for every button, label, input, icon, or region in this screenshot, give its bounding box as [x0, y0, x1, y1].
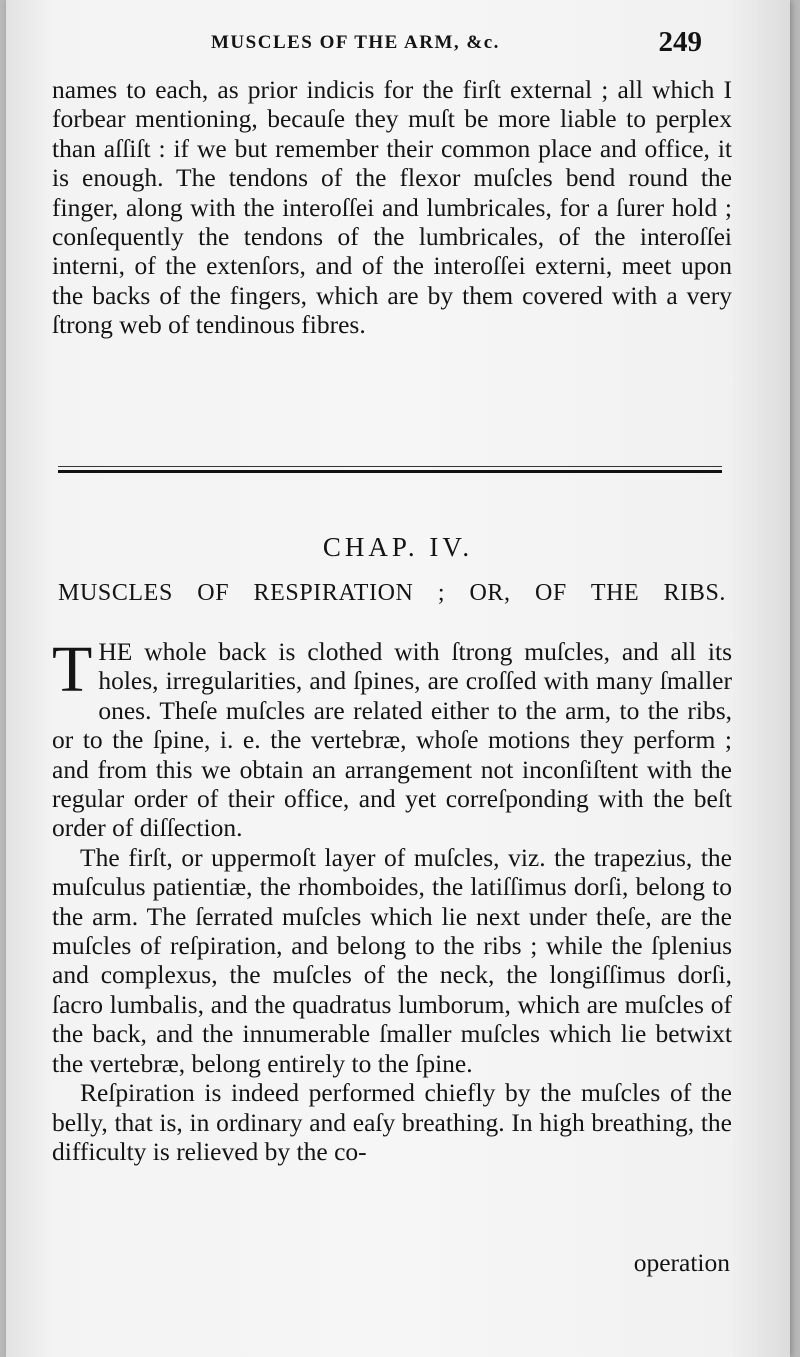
running-head-title: MUSCLES OF THE ARM, &c. — [211, 32, 500, 53]
paragraph-respiration: Reſpiration is indeed performed chiefly by the muſcles of the belly, that is, in ordinary and eaſy breathing. In high breathing, the difficulty is relieved by the co- — [52, 1078, 732, 1166]
paragraph-layers: The firſt, or uppermoſt layer of muſcles, viz. the trapezius, the muſculus patientiæ, the rhomboides, the latiſſimus dorſi, belong to the arm. The ſerrated muſcles which lie next under theſe, are the muſcles of reſpiration, and belong to the ribs ; while the ſplenius and complexus, the muſcles of the neck, the longiſſimus dorſi, ſacro lumbalis, and the quadratus lumborum, which are muſcles of the back, and the innumerable ſmaller muſcles which lie betwixt the vertebræ, belong entirely to the ſpine. — [52, 842, 732, 1078]
paragraph-continued — [52, 75, 732, 340]
chapter-title: CHAP. IV. — [322, 532, 474, 562]
opening-paragraph — [52, 633, 732, 843]
page-number: 249 — [658, 26, 702, 58]
section-divider — [58, 466, 722, 473]
divider-thick-line — [58, 470, 722, 473]
running-head — [6, 26, 790, 68]
paragraph-text: names to each, as prior indicis for the firſt external ; all which I forbear mentioning, becauſe they muſt be more liable to perplex than aſſiſt : if we but remember their common place and office, it is enough. The tendons of the flexor muſcles bend round the finger, along with the interoſſei and lumbricales, for a ſurer hold ; conſequently the tendons of the lumbricales, of the interoſſei interni, of the extenſors, and of the interoſſei externi, meet upon the backs of the fingers, which are by them covered with a very ſtrong web of tendinous fibres. — [52, 75, 732, 340]
catchword: operation — [633, 1248, 730, 1277]
chapter-subtitle: MUSCLES OF RESPIRATION ; OR, OF THE RIBS. — [58, 580, 726, 606]
drop-cap: T — [52, 633, 93, 706]
divider-thin-line — [58, 466, 722, 467]
opening-paragraph-text: HE whole back is clothed with ſtrong muſcles, and all its holes, irregularities, and ſpines, are croſſed with many ſmaller ones. Theſe muſcles are related either to the arm, to the ribs, or to the ſpine, i. e. the vertebræ, whoſe motions they perform ; and from this we obtain an arrangement not inconſiſtent with the regular order of their office, and yet correſponding with the beſt order of diſſection. — [52, 637, 732, 843]
book-page — [6, 0, 790, 1357]
chapter-body — [52, 633, 732, 1166]
